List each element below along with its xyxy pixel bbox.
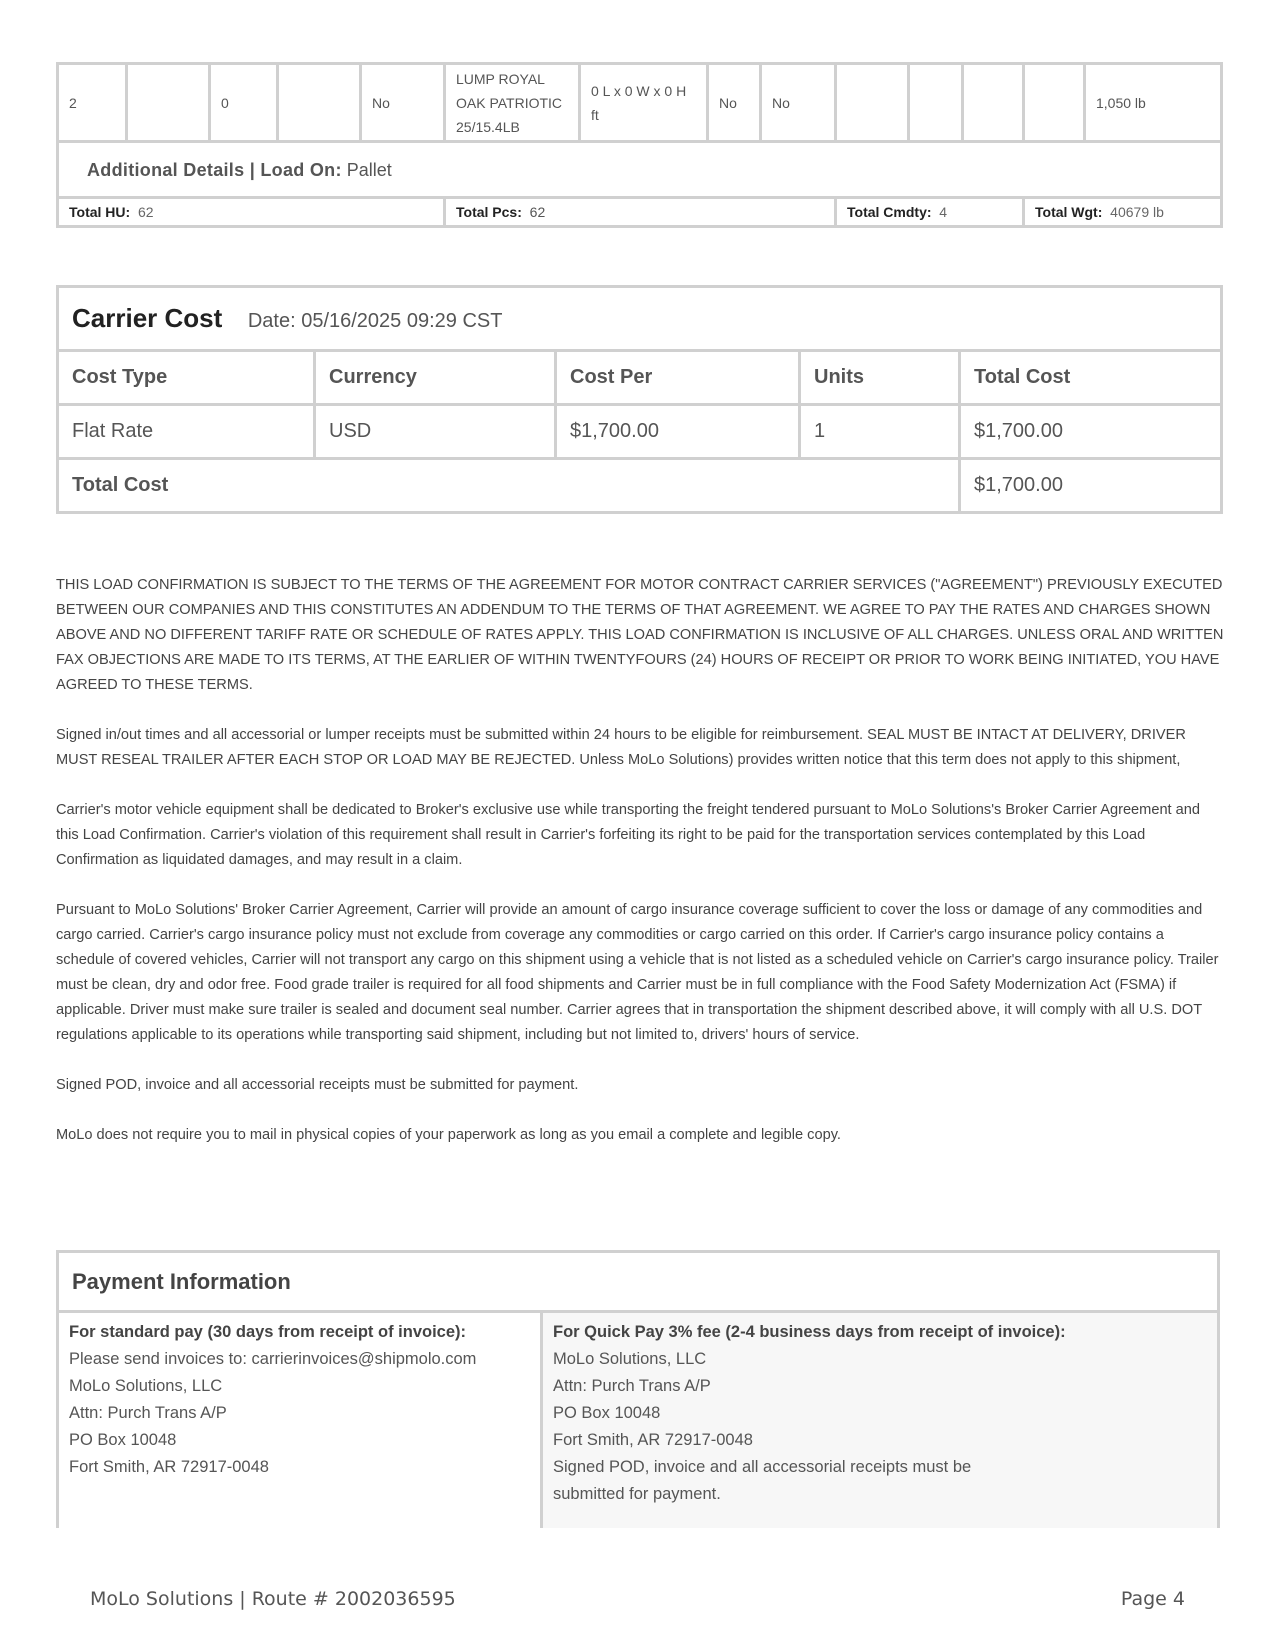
freight-cell	[1024, 64, 1085, 142]
column-header: Cost Type	[58, 351, 315, 405]
terms-paragraph: Signed in/out times and all accessorial or lumper receipts must be submitted within 24 hours to be eligible for reimbursement. SEAL MUST BE INTACT AT DELIVERY, DRIVER MUST RESEAL TRAILER AFTER EACH STOP OR LOAD MAY BE REJECTED. Unless MoLo Solutions) provides written notice that this term does not apply to this shipment,	[56, 727, 1186, 768]
total-wgt-label: Total Wgt:	[1035, 204, 1103, 220]
additional-details-row	[58, 142, 1222, 198]
carrier-cost-table	[56, 285, 1223, 514]
terms-paragraph: MoLo does not require you to mail in physical copies of your paperwork as long as you email a complete and legible copy.	[56, 1127, 841, 1143]
freight-cell	[127, 64, 210, 142]
quick-pay-line: Signed POD, invoice and all accessorial receipts must be submitted for payment.	[553, 1458, 972, 1503]
standard-pay-line: Fort Smith, AR 72917-0048	[69, 1458, 269, 1476]
footer-route: MoLo Solutions | Route # 2002036595	[90, 1588, 456, 1610]
payment-information	[56, 1250, 1220, 1528]
table-row	[58, 405, 1222, 459]
currency-cell: USD	[315, 405, 556, 459]
freight-row	[58, 64, 1222, 142]
terms-paragraph: THIS LOAD CONFIRMATION IS SUBJECT TO THE TERMS OF THE AGREEMENT FOR MOTOR CONTRACT CARRIER SERVICES ("AGREEMENT") PREVIOUSLY EXECUTED BETWEEN OUR COMPANIES AND THIS CONSTITUTES AN ADDENDUM TO THE TERMS OF THAT AGREEMENT. WE AGREE TO PAY THE RATES AND CHARGES SHOWN ABOVE AND NO DIFFERENT TARIFF RATE OR SCHEDULE OF RATES APPLY. THIS LOAD CONFIRMATION IS INCLUSIVE OF ALL CHARGES. UNLESS ORAL AND WRITTEN FAX OBJECTIONS ARE MADE TO ITS TERMS, AT THE EARLIER OF WITHIN TWENTYFOURS (24) HOURS OF RECEIPT OR PRIOR TO WORK BEING INITIATED, YOU HAVE AGREED TO THESE TERMS.	[56, 577, 1224, 693]
carrier-cost-date: Date: 05/16/2025 09:29 CST	[247, 310, 503, 332]
additional-details	[58, 142, 1222, 198]
total-hu-value: 62	[137, 204, 154, 220]
carrier-cost-title-row	[58, 287, 1222, 351]
terms-paragraph: Carrier's motor vehicle equipment shall be dedicated to Broker's exclusive use while transporting the freight tendered pursuant to MoLo Solutions's Broker Carrier Agreement and this Load Confirmation. Carrier's violation of this requirement shall result in Carrier's forfeiting its right to be paid for the transportation services contemplated by this Load Confirmation as liquidated damages, and may result in a claim.	[56, 802, 1201, 868]
carrier-cost-title: Carrier Cost	[72, 303, 223, 333]
column-header: Currency	[315, 351, 556, 405]
standard-pay-line: MoLo Solutions, LLC	[69, 1377, 223, 1395]
standard-pay-heading: For standard pay (30 days from receipt of invoice):	[69, 1323, 467, 1341]
terms-paragraph: Pursuant to MoLo Solutions' Broker Carrier Agreement, Carrier will provide an amount of cargo insurance coverage sufficient to cover the loss or damage of any commodities and cargo carried. Carrier's cargo insurance policy must not exclude from coverage any commodities or cargo carried on this order. If Carrier's cargo insurance policy contains a schedule of covered vehicles, Carrier will not transport any cargo on this shipment using a vehicle that is not listed as a scheduled vehicle on Carrier's cargo insurance policy. Trailer must be clean, dry and odor free. Food grade trailer is required for all food shipments and Carrier must be in full compliance with the Food Safety Modernization Act (FSMA) if applicable. Driver must make sure trailer is sealed and document seal number. Carrier agrees that in transportation the shipment described above, it will comply with all U.S. DOT regulations applicable to its operations while transporting said shipment, including but not limited to, drivers' hours of service.	[56, 902, 1219, 1043]
totals-row	[58, 198, 1222, 227]
freight-cell	[963, 64, 1024, 142]
terms-section	[56, 573, 1224, 1173]
quick-pay-line: MoLo Solutions, LLC	[553, 1350, 707, 1368]
payment-title: Payment Information	[59, 1253, 1217, 1313]
freight-cell-dimensions: 0 L x 0 W x 0 H ft	[580, 64, 708, 142]
freight-table	[56, 62, 1223, 228]
standard-pay-line: Attn: Purch Trans A/P	[69, 1404, 227, 1422]
total-pcs-value: 62	[529, 204, 546, 220]
freight-cell: No	[708, 64, 761, 142]
freight-cell: No	[361, 64, 445, 142]
total-cmdty-label: Total Cmdty:	[847, 204, 932, 220]
column-header: Cost Per	[556, 351, 800, 405]
freight-cell	[909, 64, 963, 142]
freight-cell: No	[761, 64, 836, 142]
column-header: Total Cost	[960, 351, 1222, 405]
freight-cell: 2	[58, 64, 127, 142]
total-wgt	[1024, 198, 1222, 227]
carrier-cost-title-cell	[58, 287, 1222, 351]
total-cmdty	[836, 198, 1024, 227]
quick-pay-line: Attn: Purch Trans A/P	[553, 1377, 711, 1395]
cost-type-cell: Flat Rate	[58, 405, 315, 459]
total-cost-value: $1,700.00	[960, 459, 1222, 513]
quick-pay-heading: For Quick Pay 3% fee (2-4 business days from receipt of invoice):	[553, 1323, 1066, 1341]
footer-page-number: Page 4	[1120, 1588, 1185, 1610]
terms-paragraph: Signed POD, invoice and all accessorial receipts must be submitted for payment.	[56, 1077, 579, 1093]
carrier-cost-header-row	[58, 351, 1222, 405]
total-pcs-label: Total Pcs:	[456, 204, 522, 220]
quick-pay-line: Fort Smith, AR 72917-0048	[553, 1431, 753, 1449]
payment-columns	[59, 1313, 1217, 1528]
standard-pay	[59, 1313, 543, 1528]
total-cmdty-value: 4	[939, 204, 948, 220]
total-pcs	[445, 198, 836, 227]
load-on-value: Pallet	[346, 159, 392, 180]
standard-pay-line: Please send invoices to: carrierinvoices@shipmolo.com	[69, 1350, 477, 1368]
additional-details-label: Additional Details | Load On:	[87, 159, 342, 180]
total-wgt-value: 40679 lb	[1110, 204, 1164, 220]
units-cell: 1	[800, 405, 960, 459]
freight-cell: 0	[210, 64, 278, 142]
quick-pay	[543, 1313, 1217, 1528]
cost-per-cell: $1,700.00	[556, 405, 800, 459]
freight-cell-description: LUMP ROYAL OAK PATRIOTIC 25/15.4LB	[445, 64, 580, 142]
total-hu	[58, 198, 445, 227]
total-cost-label: Total Cost	[58, 459, 960, 513]
freight-cell	[278, 64, 361, 142]
quick-pay-line: PO Box 10048	[553, 1404, 661, 1422]
total-hu-label: Total HU:	[69, 204, 131, 220]
freight-cell	[836, 64, 909, 142]
freight-cell-weight: 1,050 lb	[1085, 64, 1222, 142]
total-cost-cell: $1,700.00	[960, 405, 1222, 459]
standard-pay-line: PO Box 10048	[69, 1431, 177, 1449]
column-header: Units	[800, 351, 960, 405]
carrier-cost-total-row	[58, 459, 1222, 513]
